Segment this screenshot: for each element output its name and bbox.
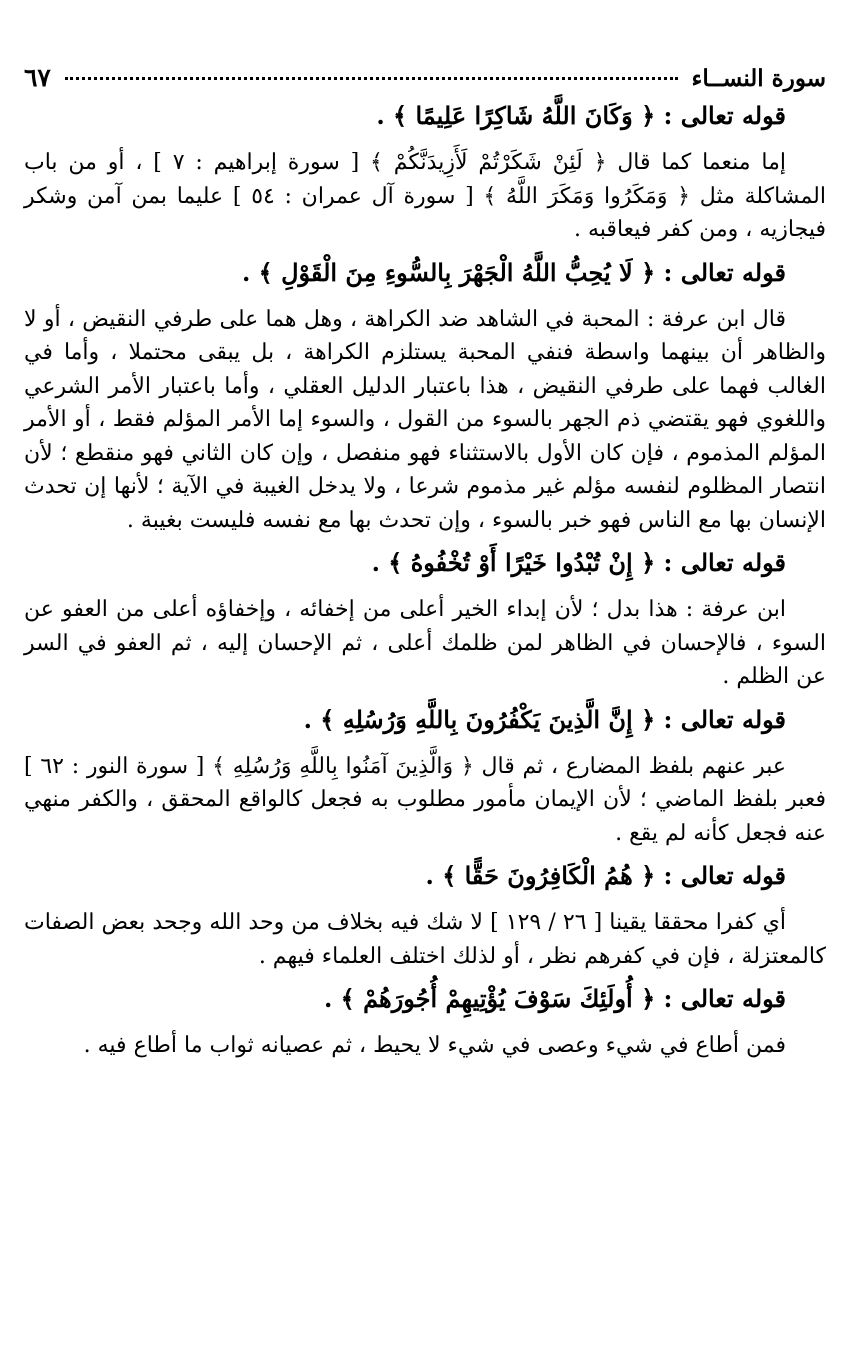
verse-heading: قوله تعالى : ﴿ إِنْ تُبْدُوا خَيْرًا أَوْ تُخْفُوهُ ﴾ .	[371, 548, 786, 577]
running-header	[24, 52, 826, 92]
verse-heading: قوله تعالى : ﴿ هُمُ الْكَافِرُونَ حَقًّا ﴾ .	[425, 861, 786, 890]
page-number: ٦٧	[24, 63, 51, 92]
commentary-paragraph: أي كفرا محققا يقينا [ ٢٦ / ١٢٩ ] لا شك فيه بخلاف من وحد الله وجحد بعض الصفات كالمعتزلة ، فإن في كفرهم نظر ، أو لذلك اختلف العلماء فيهم .	[24, 910, 826, 969]
commentary-paragraph: ابن عرفة : هذا بدل ؛ لأن إبداء الخير أعلى من إخفائه ، وإخفاؤه أعلى من العفو عن السوء ، فالإحسان في الظاهر لمن ظلمك أعلى ، ثم الإحسان إليه ، ثم العفو في السر عن الظلم .	[24, 597, 826, 689]
verse-heading: قوله تعالى : ﴿ إِنَّ الَّذِينَ يَكْفُرُونَ بِاللَّهِ وَرُسُلِهِ ﴾ .	[303, 704, 786, 734]
commentary-paragraph: فمن أطاع في شيء وعصى في شيء لا يحيط ، ثم عصيانه ثواب ما أطاع فيه .	[83, 1033, 786, 1058]
surah-title: سورة النســاء	[691, 65, 826, 92]
header-dotted-leader	[65, 77, 678, 80]
verse-heading: قوله تعالى : ﴿ لَا يُحِبُّ اللَّهُ الْجَهْرَ بِالسُّوءِ مِنَ الْقَوْلِ ﴾ .	[241, 257, 786, 287]
commentary-paragraph: قال ابن عرفة : المحبة في الشاهد ضد الكراهة ، وهل هما على طرفي النقيض ، أو لا والظاهر أن بينهما واسطة فنفي المحبة يستلزم الكراهة ، بل يبقى محتملا ، وأما في الغالب فهما على طرفي النقيض ، هذا باعتبار الدليل العقلي ، وأما باعتبار الأمر الشرعي واللغوي فهو يقتضي ذم الجهر بالسوء من القول ، والسوء إما الأمر المؤلم فقط ، أو الأمر المؤلم المذموم ، فإن كان الأول بالاستثناء فهو منفصل ، وإن كان الثاني فهو منقطع ؛ لأن انتصار المظلوم لنفسه مؤلم غير مذموم شرعا ، ولا يدخل الغيبة في الآية ؛ لأنها إن تحدث الإنسان بها مع الناس فهو خبر بالسوء ، وإن تحدث بها مع نفسه فليست بغيبة .	[24, 306, 826, 533]
commentary-paragraph: إما منعما كما قال ﴿ لَئِنْ شَكَرْتُمْ لَأَزِيدَنَّكُمْ ﴾ [ سورة إبراهيم : ٧ ] ، أو من باب المشاكلة مثل ﴿ وَمَكَرُوا وَمَكَرَ اللَّهُ ﴾ [ سورة آل عمران : ٥٤ ] عليما بمن آمن وشكر فيجازيه ، ومن كفر فيعاقبه .	[24, 150, 826, 242]
verse-heading: قوله تعالى : ﴿ أُولَئِكَ سَوْفَ يُؤْتِيهِمْ أُجُورَهُمْ ﴾ .	[323, 984, 786, 1013]
page-body	[24, 96, 826, 1063]
commentary-paragraph: عبر عنهم بلفظ المضارع ، ثم قال ﴿ وَالَّذِينَ آمَنُوا بِاللَّهِ وَرُسُلِهِ ﴾ [ سورة النور : ٦٢ ] فعبر بلفظ الماضي ؛ لأن الإيمان مأمور مطلوب به فجعل كالواقع المحقق ، والكفر منهي عنه فجعل كأنه لم يقع .	[24, 753, 826, 846]
verse-heading: قوله تعالى : ﴿ وَكَانَ اللَّهُ شَاكِرًا عَلِيمًا ﴾ .	[376, 101, 786, 130]
